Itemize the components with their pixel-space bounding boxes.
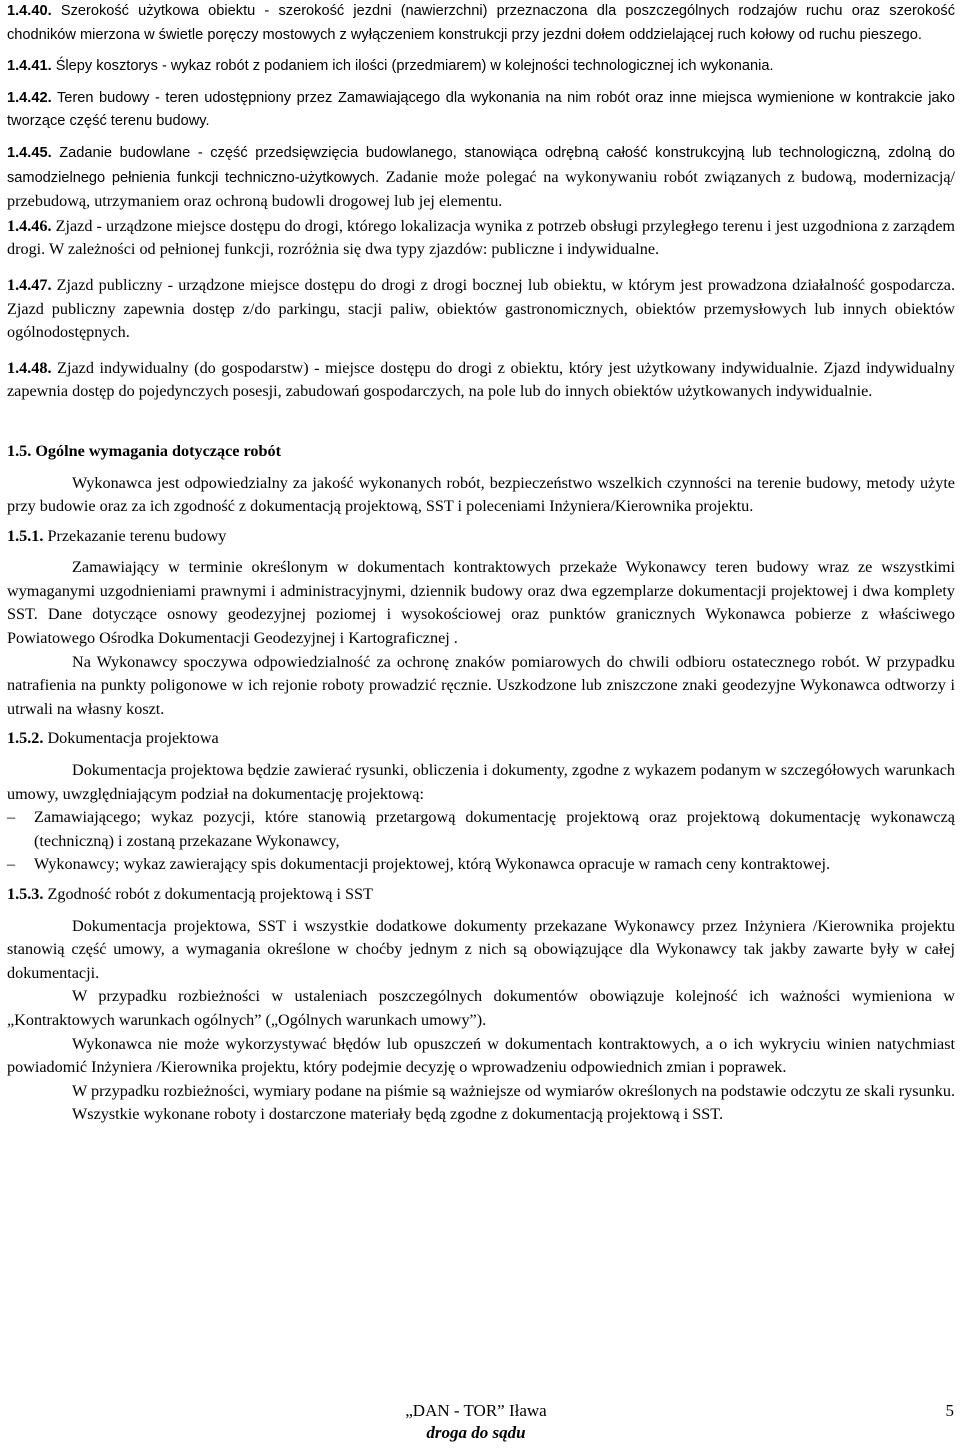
definition-1-4-41 [7, 55, 955, 79]
footer-company: „DAN - TOR” Iława [405, 1401, 547, 1420]
list-item [7, 806, 955, 853]
section-number: 1.5. [7, 441, 32, 460]
section-1-5-3-paragraph-5: Wszystkie wykonane roboty i dostarczone materiały będą zgodne z dokumentacją projektową i SST. [72, 1105, 724, 1124]
definition-1-4-48 [7, 357, 955, 404]
section-heading-1-5-3 [7, 883, 955, 907]
section-heading-1-5-1 [7, 525, 955, 549]
definition-number: 1.4.46. [7, 216, 52, 235]
dash-bullet: – [7, 808, 16, 827]
definition-text: Teren budowy - teren udostępniony przez Zamawiającego dla wykonania na nim robót oraz inne miejsca wymienione w kontrakcie jako tworzące część terenu budowy. [7, 89, 955, 130]
section-1-5-2-paragraph-1: Dokumentacja projektowa będzie zawierać rysunki, obliczenia i dokumenty, zgodne z wykazem podanym w szczegółowych warunkach umowy, uwzględniającym podział na dokumentację projektową: [7, 761, 955, 803]
definition-1-4-46 [7, 215, 955, 262]
section-title: Ogólne wymagania dotyczące robót [31, 441, 281, 460]
section-number: 1.5.1. [7, 526, 44, 545]
definition-1-4-47 [7, 274, 955, 345]
definition-1-4-40 [7, 0, 955, 47]
definition-1-4-42 [7, 87, 955, 134]
section-title: Dokumentacja projektowa [43, 729, 219, 748]
definition-number: 1.4.48. [7, 358, 52, 377]
definition-text: Szerokość użytkowa obiektu - szerokość jezdni (nawierzchni) przeznaczona dla poszczególnych rodzajów ruchu oraz szerokość chodników mierzona w świetle poręczy mostowych z wyłączeniem konstrukcji przy jezdni dołem oddzielającej ruch kołowy od ruchu pieszego. [7, 3, 955, 43]
definition-number: 1.4.40. [7, 3, 52, 19]
section-title: Zgodność robót z dokumentacją projektową i SST [43, 885, 373, 903]
section-number: 1.5.3. [7, 885, 44, 903]
definition-text: Zjazd indywidualny (do gospodarstw) - miejsce dostępu do drogi z obiektu, który jest użytkowany indywidualnie. Zjazd indywidualny zapewnia dostęp do pojedynczych posesji, zabudowań gospodarczych, na pole lub do innych obiektów użytkowanych indywidualnie. [7, 358, 955, 401]
definition-text: Zjazd - urządzone miejsce dostępu do drogi, którego lokalizacja wynika z potrzeb obsługi przyległego terenu i jest uzgodniona z zarządem drogi. W zależności od pełnionej funkcji, rozróżnia się dwa typy zjazdów: publiczne i indywidualne. [7, 216, 955, 259]
section-1-5-1-paragraph-2: Na Wykonawcy spoczywa odpowiedzialność za ochronę znaków pomiarowych do chwili odbioru ostatecznego robót. W przypadku natrafienia na punkty poligonowe w ich rejonie roboty prowadzić ręcznie. Uszkodzone lub zniszczone znaki geodezyjne Wykonawca odtworzy i utrwali na własny koszt. [7, 652, 955, 718]
definition-text-continued: Zadanie może polegać na wykonywaniu robót związanych z budową, modernizacją/ przebudową, utrzymaniem oraz ochroną budowli drogowej lub jej elementu. [7, 167, 955, 211]
page-footer [0, 1400, 960, 1444]
dash-bullet: – [7, 855, 16, 874]
section-1-5-3-paragraph-3: Wykonawca nie może wykorzystywać błędów lub opuszczeń w dokumentach kontraktowych, a o ich wykryciu winien natychmiast powiadomić Inżyniera /Kierownika projektu, który podejmie decyzję o wprowadzeniu odpowiednich zmian i poprawek. [7, 1034, 955, 1077]
definition-number: 1.4.42. [7, 89, 52, 106]
section-1-5-intro: Wykonawca jest odpowiedzialny za jakość wykonanych robót, bezpieczeństwo wszelkich czynności na terenie budowy, metody użyte przy budowie oraz za ich zgodność z dokumentacją projektową, SST i poleceniami Inżyniera/Kierownika projektu. [7, 473, 955, 516]
definition-1-4-45 [7, 142, 955, 215]
list-item-text: Zamawiającego; wykaz pozycji, które stanowią przetargową dokumentację projektową oraz projektową dokumentację wykonawczą (techniczną) i zostaną przekazane Wykonawcy, [34, 808, 955, 850]
section-number: 1.5.2. [7, 729, 44, 748]
list-item-text: Wykonawcy; wykaz zawierający spis dokumentacji projektowej, którą Wykonawca opracuje w ramach ceny kontraktowej. [34, 855, 831, 874]
section-1-5-3-paragraph-4: W przypadku rozbieżności, wymiary podane na piśmie są ważniejsze od wymiarów określonych na podstawie odczytu ze skali rysunku. [72, 1081, 956, 1100]
section-heading-1-5-2 [7, 727, 955, 751]
section-1-5-3-paragraph-2: W przypadku rozbieżności w ustaleniach poszczególnych dokumentów obowiązuje kolejność ich ważności wymieniona w „Kontraktowych warunkach ogólnych” („Ogólnych warunkach umowy”). [7, 987, 955, 1029]
document-page [7, 0, 955, 1127]
definition-number: 1.4.45. [7, 144, 52, 161]
definition-number: 1.4.47. [7, 275, 52, 294]
footer-subtitle: droga do sądu [426, 1423, 526, 1442]
definition-text: Ślepy kosztorys - wykaz robót z podaniem ich ilości (przedmiarem) w kolejności technologicznej ich wykonania. [51, 58, 774, 75]
definition-number: 1.4.41. [7, 58, 52, 75]
definition-text: Zadanie budowlane - część przedsięwzięcia budowlanego, stanowiąca odrębną całość konstrukcyjną lub technologiczną, zdolną do samodzielnego pełnienia funkcji techniczno-użytkowych. [7, 144, 955, 186]
section-heading-1-5 [7, 440, 955, 464]
section-1-5-1-paragraph-1: Zamawiający w terminie określonym w dokumentach kontraktowych przekaże Wykonawcy teren budowy wraz ze wszystkimi wymaganymi uzgodnieniami prawnymi i administracyjnymi, dziennik budowy oraz dwa egzemplarze dokumentacji projektowej i dwa komplety SST. Dane dotyczące osnowy geodezyjnej poziomej i wysokościowej oraz punktów granicznych Wykonawca pobierze z właściwego Powiatowego Ośrodka Dokumentacji Geodezyjnej i Kartograficznej . [7, 558, 955, 648]
section-title: Przekazanie terenu budowy [43, 526, 227, 545]
definition-text: Zjazd publiczny - urządzone miejsce dostępu do drogi z drogi bocznej lub obiektu, w którym jest prowadzona działalność gospodarcza. Zjazd publiczny zapewnia dostęp z/do parkingu, stacji paliw, obiektów gastronomicznych, obiektów przemysłowych lub innych obiektów ogólnodostępnych. [7, 275, 955, 342]
page-number: 5 [945, 1401, 954, 1420]
section-1-5-3-paragraph-1: Dokumentacja projektowa, SST i wszystkie dodatkowe dokumenty przekazane Wykonawcy przez Inżyniera /Kierownika projektu stanowią część umowy, a wymagania określone w choćby jednym z nich są obowiązujące dla Wykonawcy tak jakby zawarte były w całej dokumentacji. [7, 916, 955, 982]
list-item [7, 853, 955, 877]
